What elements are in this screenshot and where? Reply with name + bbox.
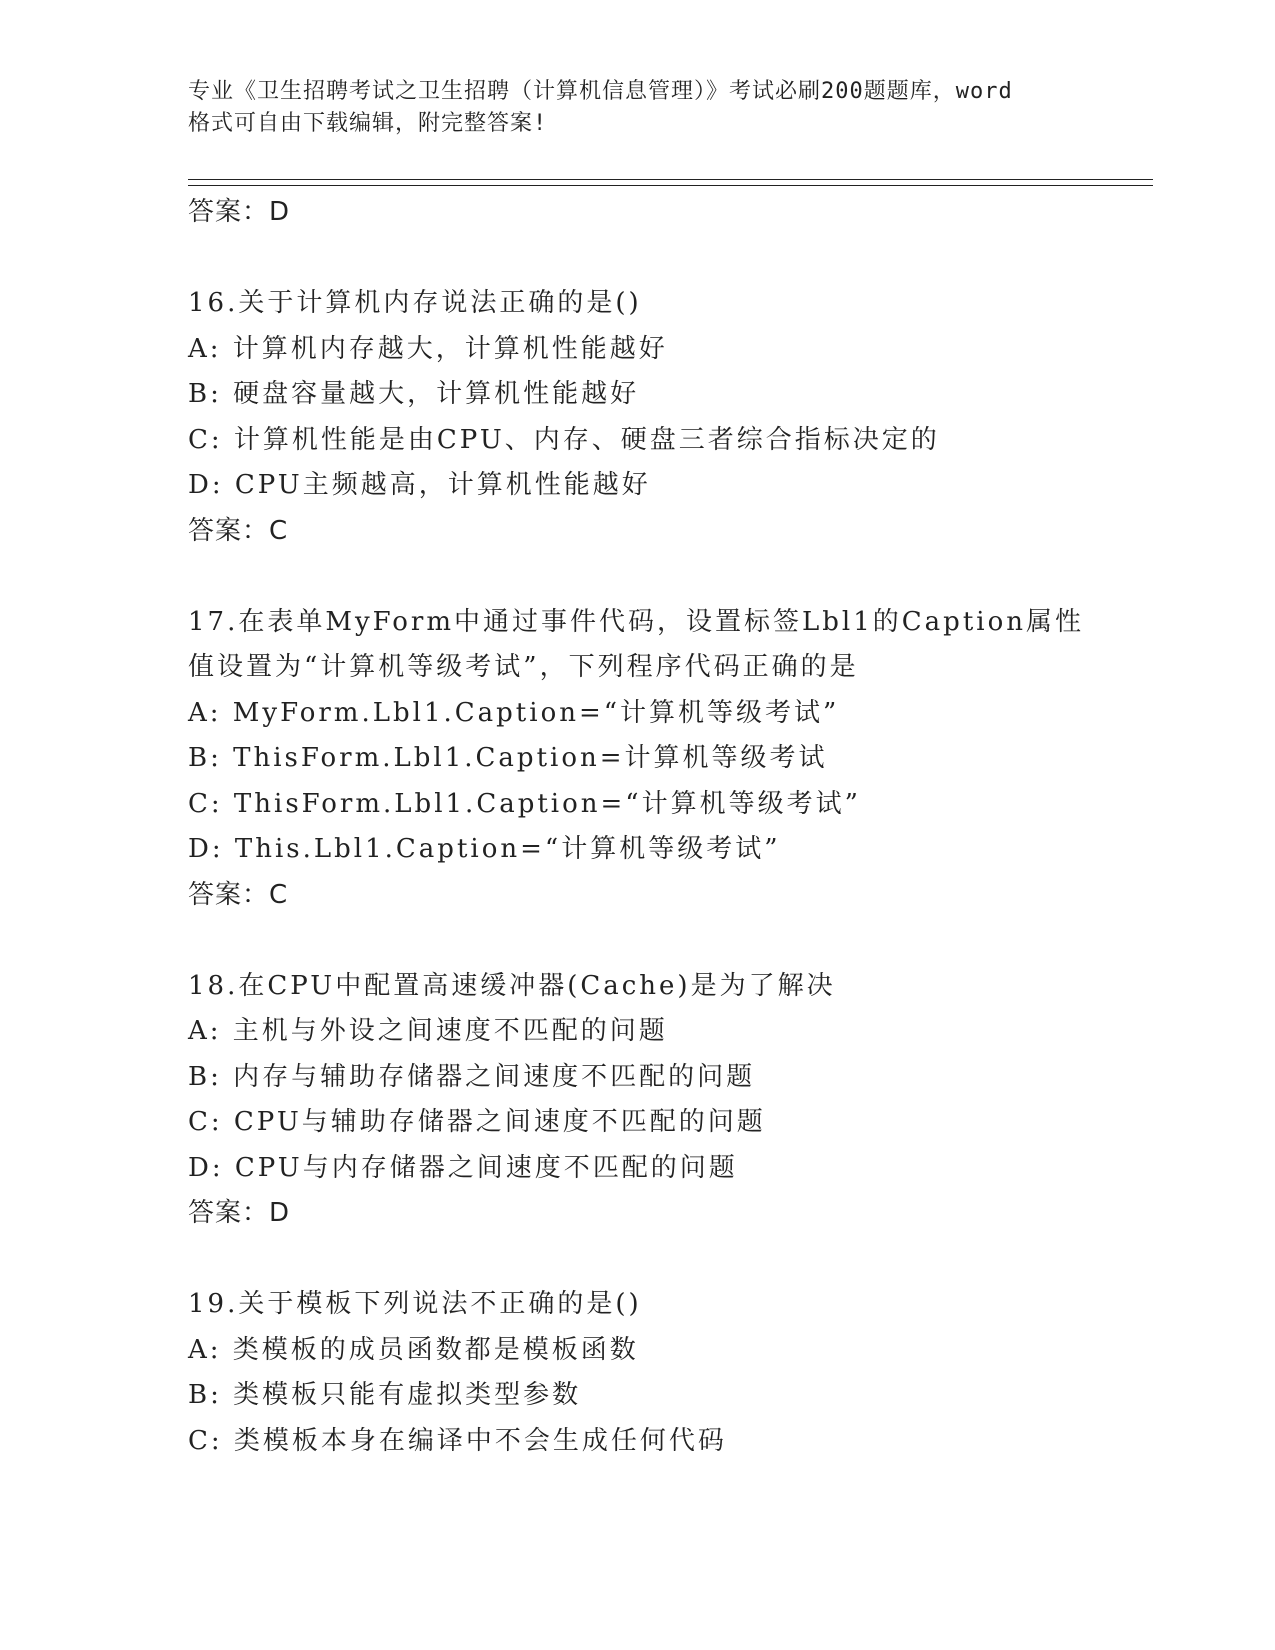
header-divider — [188, 179, 1153, 186]
option-c: C: 计算机性能是由CPU、内存、硬盘三者综合指标决定的 — [188, 424, 940, 455]
option-c: C: CPU与辅助存储器之间速度不匹配的问题 — [188, 1107, 766, 1137]
answer-line: 答案：C — [188, 515, 289, 546]
option-c: C: ThisForm.Lbl1.Caption=“计算机等级考试” — [188, 788, 861, 819]
spacer — [188, 1235, 1153, 1282]
answer-line: 答案：D — [188, 1198, 291, 1228]
question-block-16 — [188, 281, 1153, 553]
question-stem: 16.关于计算机内存说法正确的是() — [188, 288, 642, 318]
header-line-1: 专业《卫生招聘考试之卫生招聘（计算机信息管理）》考试必刷200题题库，word — [188, 79, 1013, 104]
option-d: D: CPU主频越高，计算机性能越好 — [188, 470, 651, 500]
option-b: B: 类模板只能有虚拟类型参数 — [188, 1380, 582, 1410]
answer-line: 答案：C — [188, 879, 289, 910]
question-list — [188, 190, 1153, 1464]
option-d: D: CPU与内存储器之间速度不匹配的问题 — [188, 1152, 738, 1183]
header-line-2: 格式可自由下载编辑，附完整答案! — [188, 111, 548, 136]
document-header — [188, 76, 1088, 140]
spacer — [188, 917, 1153, 964]
spacer — [188, 234, 1153, 281]
answer-line: 答案：D — [188, 197, 291, 227]
question-block-19 — [188, 1282, 1153, 1464]
option-a: A: 主机与外设之间速度不匹配的问题 — [188, 1016, 668, 1046]
question-block-18 — [188, 964, 1153, 1236]
question-stem: 18.在CPU中配置高速缓冲器(Cache)是为了解决 — [188, 970, 836, 1001]
spacer — [188, 553, 1153, 600]
question-stem: 19.关于模板下列说法不正确的是() — [188, 1289, 642, 1319]
option-b: B: 硬盘容量越大，计算机性能越好 — [188, 379, 640, 409]
question-block-17 — [188, 600, 1153, 917]
option-a: A: MyForm.Lbl1.Caption=“计算机等级考试” — [188, 697, 840, 728]
option-b: B: ThisForm.Lbl1.Caption=计算机等级考试 — [188, 743, 828, 773]
option-c: C: 类模板本身在编译中不会生成任何代码 — [188, 1425, 727, 1456]
option-d: D: This.Lbl1.Caption=“计算机等级考试” — [188, 834, 781, 864]
option-b: B: 内存与辅助存储器之间速度不匹配的问题 — [188, 1061, 756, 1092]
option-a: A: 类模板的成员函数都是模板函数 — [188, 1334, 639, 1365]
option-a: A: 计算机内存越大，计算机性能越好 — [188, 333, 668, 364]
question-stem: 17.在表单MyForm中通过事件代码，设置标签Lbl1的Caption属性值设置为“计算机等级考试”，下列程序代码正确的是 — [188, 606, 1084, 682]
